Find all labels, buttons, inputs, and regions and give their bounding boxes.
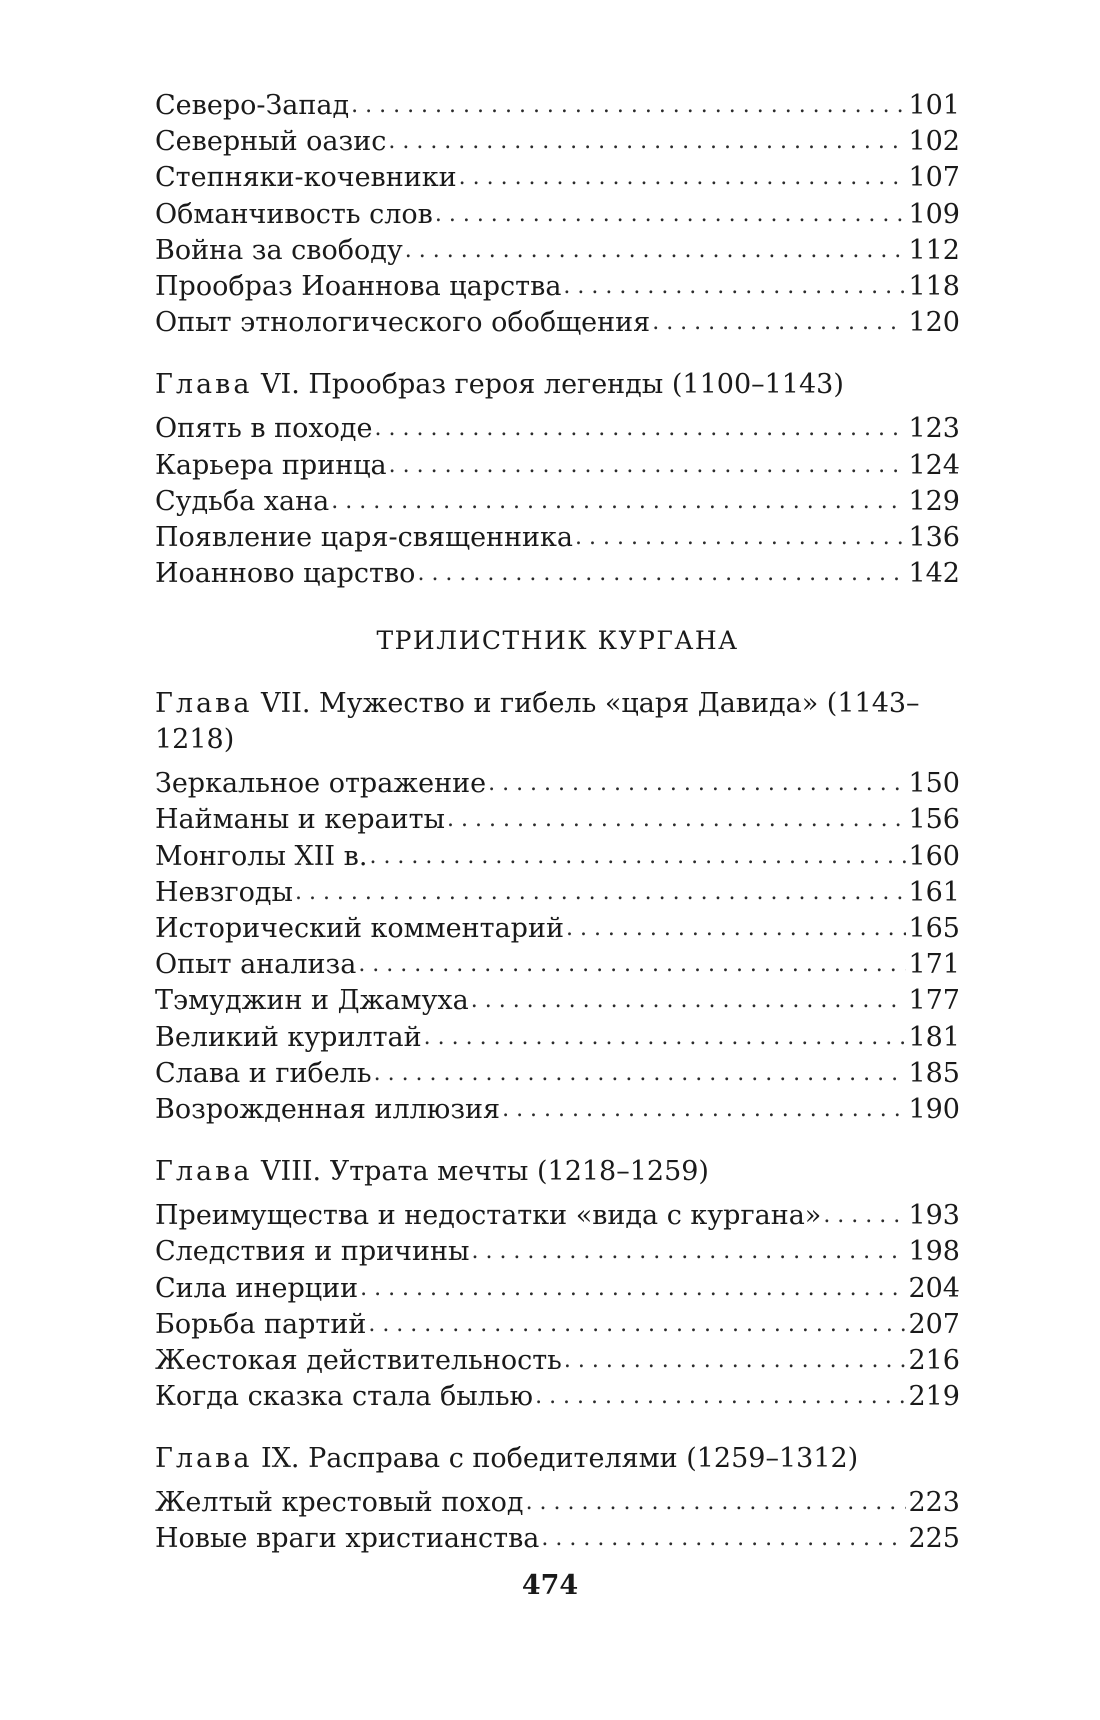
toc-entry[interactable] [155, 448, 960, 484]
entry-title: Слава и гибель [155, 1057, 372, 1089]
entry-page: 198 [908, 1236, 960, 1268]
chapter-7-entries [155, 766, 960, 1128]
chapter-title: IX. Расправа с победителями (1259–1312) [261, 1443, 859, 1475]
entry-title: Невзгоды [155, 876, 293, 908]
dot-leader [526, 1485, 907, 1521]
entry-title: Опять в походе [155, 413, 373, 445]
entry-page: 120 [908, 307, 960, 339]
entry-page: 219 [908, 1381, 960, 1413]
entry-page: 181 [908, 1021, 960, 1053]
entry-page: 161 [908, 876, 960, 908]
toc-entry[interactable] [155, 911, 960, 947]
toc-entry[interactable] [155, 1485, 960, 1521]
entry-page: 123 [908, 413, 960, 445]
dot-leader [360, 1271, 906, 1307]
chapter-heading-7[interactable] [155, 686, 960, 758]
chapter-8-entries [155, 1198, 960, 1415]
toc-entry[interactable] [155, 766, 960, 802]
dot-leader [823, 1198, 906, 1234]
chapter-heading-8[interactable] [155, 1154, 960, 1190]
entry-page: 207 [908, 1308, 960, 1340]
toc-entry[interactable] [155, 1092, 960, 1128]
entry-title: Когда сказка стала былью [155, 1381, 534, 1413]
entry-title: Найманы и кераиты [155, 804, 446, 836]
dot-leader [471, 1234, 906, 1270]
chapter-9-entries [155, 1485, 960, 1557]
toc-entry[interactable] [155, 875, 960, 911]
chapter-label: Глава [155, 369, 253, 401]
toc-page [155, 88, 960, 1558]
toc-entry[interactable] [155, 233, 960, 269]
dot-leader [447, 802, 906, 838]
toc-entry[interactable] [155, 1020, 960, 1056]
toc-entry[interactable] [155, 1271, 960, 1307]
entry-page: 136 [908, 521, 960, 553]
entry-page: 185 [908, 1057, 960, 1089]
toc-entry[interactable] [155, 197, 960, 233]
entry-title: Жестокая действительность [155, 1344, 562, 1376]
entry-title: Сила инерции [155, 1272, 359, 1304]
entry-page: 216 [908, 1344, 960, 1376]
toc-entry[interactable] [155, 520, 960, 556]
toc-entry[interactable] [155, 484, 960, 520]
entry-page: 156 [908, 804, 960, 836]
entry-page: 102 [908, 126, 960, 158]
dot-leader [541, 1521, 906, 1557]
dot-leader [331, 484, 906, 520]
toc-entry[interactable] [155, 88, 960, 124]
toc-entry[interactable] [155, 983, 960, 1019]
chapter-heading-9[interactable] [155, 1441, 960, 1477]
entry-title: Монголы XII в. [155, 840, 368, 872]
dot-leader [459, 160, 907, 196]
dot-leader [424, 1020, 907, 1056]
entry-title: Обманчивость слов [155, 198, 433, 230]
toc-entry[interactable] [155, 1056, 960, 1092]
entry-page: 165 [908, 913, 960, 944]
entry-page: 124 [908, 449, 960, 481]
dot-leader [535, 1379, 906, 1415]
dot-leader [564, 1343, 907, 1379]
entry-title: Желтый крестовый поход [155, 1487, 524, 1519]
entry-page: 204 [908, 1272, 960, 1304]
toc-entry[interactable] [155, 160, 960, 196]
entry-title: Судьба хана [155, 485, 330, 517]
chapter-label: Глава [155, 1443, 253, 1475]
entry-title: Борьба партий [155, 1308, 367, 1340]
entry-title: Северный оазис [155, 126, 387, 158]
toc-entry[interactable] [155, 802, 960, 838]
dot-leader [502, 1092, 906, 1128]
entry-title: Зеркальное отражение [155, 768, 487, 800]
chapter-title: VI. Прообраз героя легенды (1100–1143) [261, 369, 844, 401]
dot-leader [375, 411, 907, 447]
toc-entry[interactable] [155, 1521, 960, 1557]
dot-leader [488, 766, 906, 802]
entry-title: Карьера принца [155, 449, 387, 481]
entry-page: 193 [908, 1200, 960, 1232]
entry-page: 101 [908, 90, 960, 121]
intro-entries [155, 88, 960, 341]
chapter-title: VIII. Утрата мечты (1218–1259) [261, 1156, 709, 1188]
entry-page: 150 [908, 768, 960, 800]
entry-title: Великий курилтай [155, 1021, 422, 1053]
dot-leader [471, 983, 907, 1019]
toc-entry[interactable] [155, 1198, 960, 1234]
entry-title: Появление царя-священника [155, 521, 574, 553]
entry-title: Опыт этнологического обобщения [155, 307, 651, 339]
entry-title: Иоанново царство [155, 558, 416, 590]
dot-leader [389, 448, 907, 484]
entry-page: 107 [908, 162, 960, 194]
dot-leader [388, 124, 906, 160]
toc-entry[interactable] [155, 947, 960, 983]
entry-page: 225 [908, 1523, 960, 1555]
dot-leader [417, 556, 906, 592]
dot-leader [405, 233, 907, 269]
dot-leader [369, 839, 906, 875]
toc-entry[interactable] [155, 411, 960, 447]
entry-title: Преимущества и недостатки «вида с кургана» [155, 1200, 822, 1232]
dot-leader [358, 947, 906, 983]
toc-entry[interactable] [155, 1379, 960, 1415]
entry-title: Северо-Запад [155, 90, 350, 121]
toc-entry[interactable] [155, 269, 960, 305]
dot-leader [374, 1056, 907, 1092]
entry-title: Новые враги христианства [155, 1523, 540, 1555]
entry-page: 160 [908, 840, 960, 872]
entry-title: Следствия и причины [155, 1236, 470, 1268]
entry-title: Прообраз Иоаннова царства [155, 270, 562, 302]
chapter-title: VII. Мужество и гибель «царя Давида» (1143–1218) [155, 688, 920, 756]
dot-leader [563, 269, 906, 305]
chapter-label: Глава [155, 1156, 253, 1188]
toc-entry[interactable] [155, 1307, 960, 1343]
entry-page: 171 [908, 949, 960, 981]
toc-entry[interactable] [155, 839, 960, 875]
dot-leader [295, 875, 906, 911]
entry-title: Тэмуджин и Джамуха [155, 985, 469, 1017]
entry-page: 223 [908, 1487, 960, 1519]
part-title: ТРИЛИСТНИК КУРГАНА [376, 626, 739, 656]
dot-leader [368, 1307, 906, 1343]
entry-title: Степняки-кочевники [155, 162, 457, 194]
entry-page: 118 [908, 270, 960, 302]
page-number: 474 [521, 1570, 579, 1601]
chapter-label: Глава [155, 688, 253, 720]
entry-title: Исторический комментарий [155, 913, 564, 944]
toc-entry[interactable] [155, 124, 960, 160]
chapter-6-entries [155, 411, 960, 592]
dot-leader [435, 197, 907, 233]
entry-page: 112 [908, 234, 960, 266]
entry-title: Опыт анализа [155, 949, 357, 981]
entry-page: 142 [908, 558, 960, 590]
dot-leader [566, 911, 906, 947]
chapter-heading-6[interactable] [155, 367, 960, 403]
entry-page: 177 [908, 985, 960, 1017]
dot-leader [351, 88, 906, 124]
dot-leader [575, 520, 906, 556]
entry-page: 129 [908, 485, 960, 517]
toc-entry[interactable] [155, 1343, 960, 1379]
dot-leader [652, 305, 906, 341]
toc-entry[interactable] [155, 556, 960, 592]
toc-entry[interactable] [155, 305, 960, 341]
entry-title: Возрожденная иллюзия [155, 1093, 501, 1125]
entry-page: 190 [908, 1093, 960, 1125]
entry-page: 109 [908, 198, 960, 230]
toc-entry[interactable] [155, 1234, 960, 1270]
entry-title: Война за свободу [155, 234, 403, 266]
